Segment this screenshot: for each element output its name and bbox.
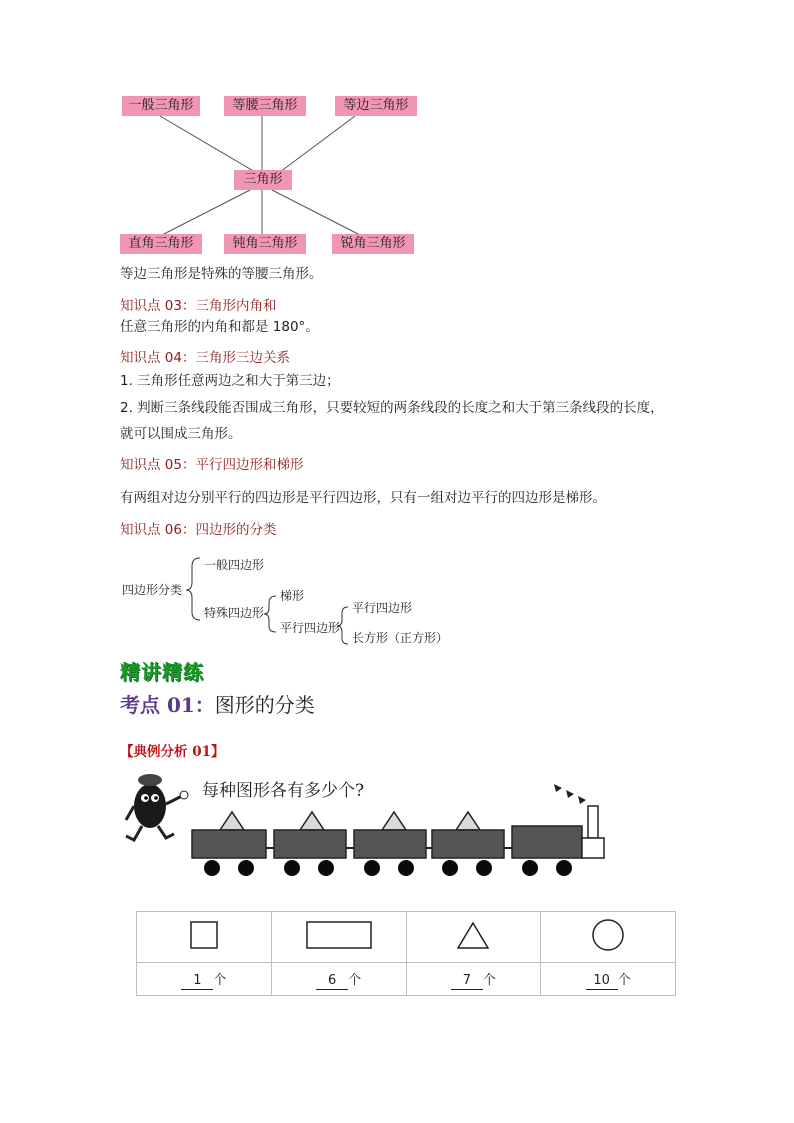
- kp04-item2b: 就可以围成三角形。: [120, 426, 242, 442]
- quad-tree-trapezoid: 梯形: [280, 589, 305, 603]
- quad-tree-general: 一般四边形: [204, 558, 265, 572]
- cell-rectangle: [271, 912, 406, 963]
- kp03-title: 知识点 03：三角形内角和: [120, 298, 277, 314]
- kp06-title: 知识点 06：四边形的分类: [120, 522, 277, 538]
- box-general-triangle: 一般三角形: [122, 96, 200, 116]
- answer-square-count: 1: [181, 973, 213, 990]
- answer-rectangle-count: 6: [316, 973, 348, 990]
- answer-rectangle: [271, 963, 406, 996]
- kp04-item2a: 2. 判断三条线段能否围成三角形，只要较短的两条线段的长度之和大于第三条线段的长度，: [120, 400, 664, 416]
- quad-tree-parallelogram: 平行四边形: [280, 621, 341, 635]
- kaodian-label: 考点 01：: [120, 693, 215, 717]
- box-obtuse-triangle: 钝角三角形: [224, 234, 306, 254]
- box-right-triangle: 直角三角形: [120, 234, 202, 254]
- quad-tree-rectangle: 长方形（正方形）: [352, 631, 449, 645]
- circle-icon: [590, 918, 626, 952]
- answer-triangle-count: 7: [451, 973, 483, 990]
- answer-circle-unit: 个: [617, 972, 631, 988]
- quad-tree-parallelogram-sub: 平行四边形: [352, 601, 413, 615]
- train-illustration: [120, 764, 610, 880]
- rectangle-icon: [305, 920, 373, 950]
- kp03-text: 任意三角形的内角和都是 180°。: [120, 319, 319, 335]
- triangle-icon: [456, 920, 490, 950]
- kp05-text: 有两组对边分别平行的四边形是平行四边形，只有一组对边平行的四边形是梯形。: [120, 490, 606, 506]
- answer-square: [137, 963, 272, 996]
- answer-square-unit: 个: [213, 972, 227, 988]
- box-acute-triangle: 锐角三角形: [332, 234, 414, 254]
- quad-tree-special: 特殊四边形: [204, 606, 265, 620]
- quad-tree-root: 四边形分类: [122, 583, 183, 597]
- kaodian-heading: [120, 692, 315, 718]
- cell-square: [137, 912, 272, 963]
- shape-count-table: [136, 911, 676, 996]
- square-icon: [189, 920, 219, 950]
- answer-circle-count: 10: [586, 973, 618, 990]
- kp05-title: 知识点 05：平行四边形和梯形: [120, 457, 304, 473]
- kaodian-title: 图形的分类: [214, 693, 315, 717]
- kp04-title: 知识点 04：三角形三边关系: [120, 350, 290, 366]
- cell-triangle: [406, 912, 541, 963]
- kp04-item1: 1. 三角形任意两边之和大于第三边；: [120, 373, 340, 389]
- example-title: 【典例分析 01】: [120, 744, 225, 760]
- answer-triangle: [406, 963, 541, 996]
- box-equilateral-triangle: 等边三角形: [335, 96, 417, 116]
- answer-rectangle-unit: 个: [348, 972, 362, 988]
- note-equilateral: 等边三角形是特殊的等腰三角形。: [120, 266, 323, 282]
- answer-circle: [541, 963, 676, 996]
- section-title: 精讲精练: [120, 660, 204, 684]
- box-triangle-center: 三角形: [234, 170, 292, 190]
- train-question: 每种图形各有多少个?: [202, 781, 365, 801]
- cell-circle: [541, 912, 676, 963]
- triangle-diagram-lines: [0, 0, 794, 270]
- box-isosceles-triangle: 等腰三角形: [224, 96, 306, 116]
- answer-triangle-unit: 个: [482, 972, 496, 988]
